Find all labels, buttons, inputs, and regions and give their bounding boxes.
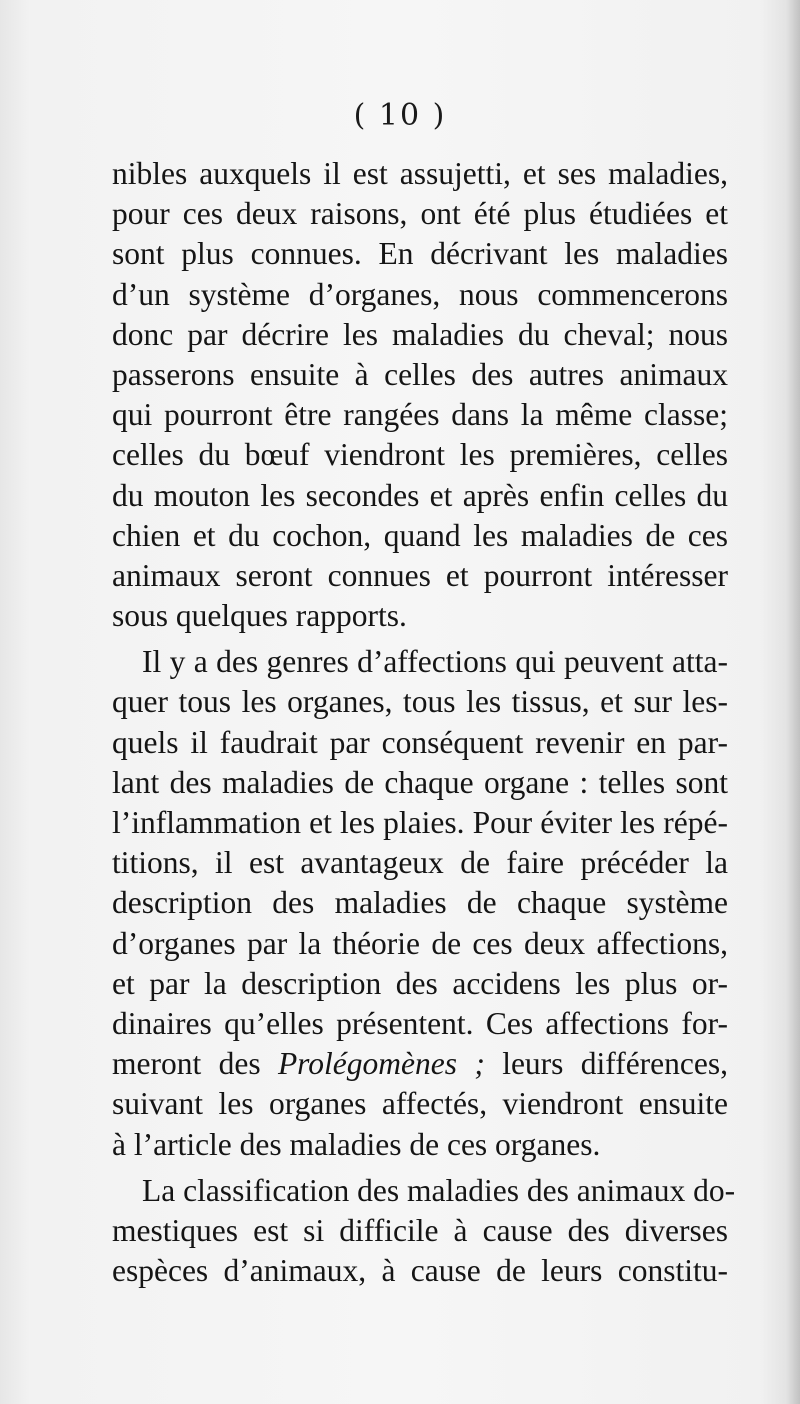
page-number: ( 10 ) — [353, 98, 447, 133]
text-run: leurs différences, — [484, 1046, 728, 1082]
paragraph-1 — [112, 154, 728, 636]
text-line: description des maladies de chaque système — [112, 885, 728, 921]
page-edge-shadow — [786, 0, 800, 1404]
text-line: animaux seront connues et pourront intéresser — [112, 557, 728, 593]
text-line: donc par décrire les maladies du cheval; nous — [112, 316, 728, 352]
text-line: nibles auxquels il est assujetti, et ses maladies, — [112, 156, 728, 191]
text-line: et par la description des accidens les plus or- — [112, 965, 728, 1001]
italic-term: Prolégomènes ; — [277, 1046, 485, 1082]
text-line: sous quelques rapports. — [112, 598, 407, 634]
text-line-with-italic — [112, 1044, 728, 1084]
text-line: suivant les organes affectés, viendront ensuite — [112, 1086, 728, 1122]
text-line: l’inflammation et les plaies. Pour éviter les répé- — [112, 805, 728, 840]
text-line: lant des maladies de chaque organe : telles sont — [112, 764, 728, 800]
paragraph-2 — [112, 642, 728, 1164]
body-text — [112, 154, 736, 1291]
text-line: pour ces deux raisons, ont été plus étudiées et — [112, 196, 728, 232]
text-line: passerons ensuite à celles des autres animaux — [112, 356, 728, 392]
text-line: quer tous les organes, tous les tissus, et sur les- — [112, 684, 728, 720]
text-line: Il y a des genres d’affections qui peuvent atta- — [142, 644, 728, 680]
text-line: quels il faudrait par conséquent revenir en par- — [112, 724, 728, 760]
text-line: sont plus connues. En décrivant les maladies — [112, 236, 728, 272]
text-line: dinaires qu’elles présentent. Ces affections for- — [112, 1005, 728, 1041]
text-line: mestiques est si difficile à cause des diverses — [112, 1212, 728, 1248]
text-run: meront des — [112, 1046, 278, 1082]
text-line: du mouton les secondes et après enfin celles du — [112, 477, 728, 513]
text-line: d’organes par la théorie de ces deux affections, — [112, 925, 728, 961]
text-line: espèces d’animaux, à cause de leurs constitu- — [112, 1253, 728, 1289]
text-line: à l’article des maladies de ces organes. — [112, 1126, 601, 1162]
text-line: titions, il est avantageux de faire précéder la — [112, 845, 728, 881]
text-line: d’un système d’organes, nous commencerons — [112, 276, 728, 312]
text-line: La classification des maladies des animaux do- — [142, 1172, 736, 1208]
text-line: chien et du cochon, quand les maladies de ces — [112, 517, 728, 553]
text-line: celles du bœuf viendront les premières, celles — [112, 437, 728, 473]
text-line: qui pourront être rangées dans la même classe; — [112, 397, 728, 433]
paragraph-3 — [112, 1171, 736, 1292]
